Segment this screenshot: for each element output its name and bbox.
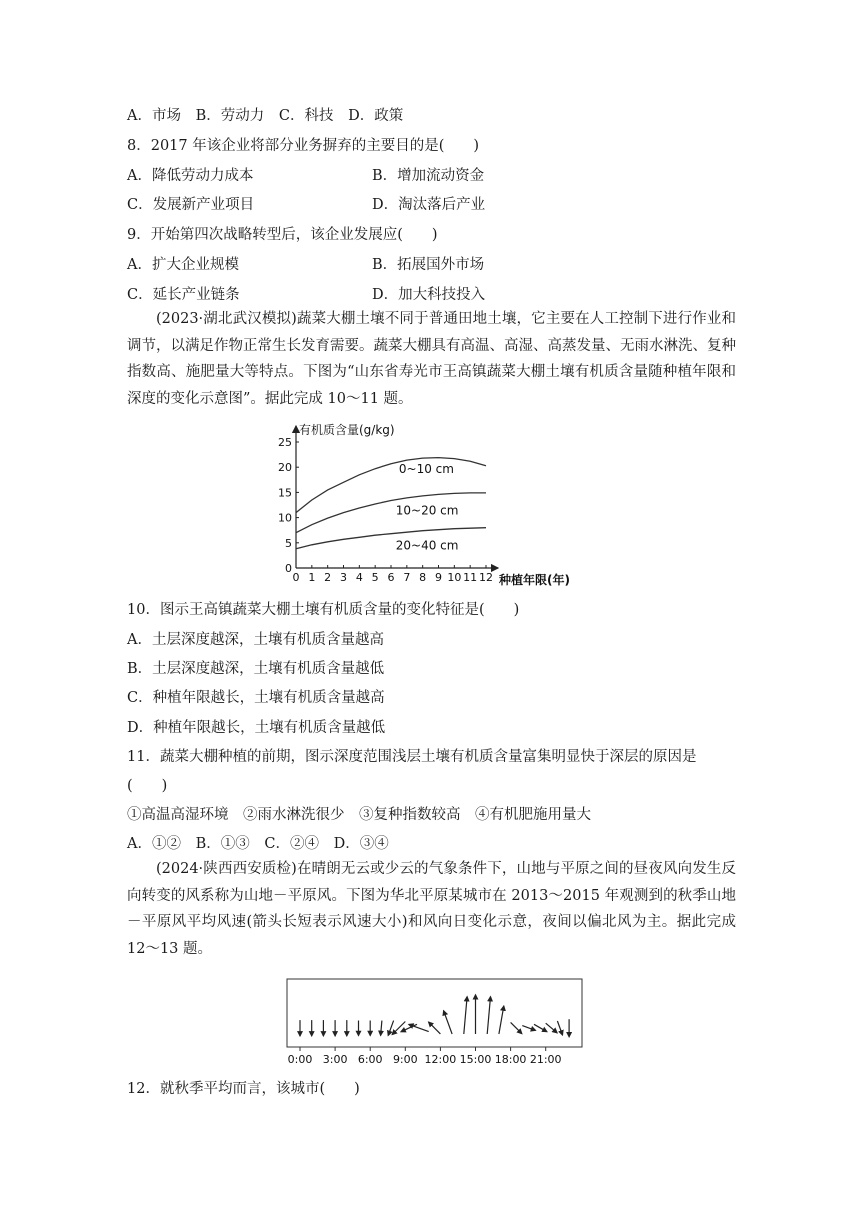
q8-option-a: A．降低劳动力成本 xyxy=(127,168,254,184)
q10-option-b: B．土层深度越深，土壤有机质含量越低 xyxy=(127,661,385,677)
q11-stem: 11．蔬菜大棚种植的前期，图示深度范围浅层土壤有机质含量富集明显快于深层的原因是 xyxy=(127,749,697,765)
q8-option-d: D．淘汰落后产业 xyxy=(372,197,486,213)
y-tick-label: 0 xyxy=(285,562,292,575)
q11-items: ①高温高湿环境 ②雨水淋洗很少 ③复种指数较高 ④有机肥施用量大 xyxy=(127,807,591,823)
q9-option-a: A．扩大企业规模 xyxy=(127,257,239,273)
x-tick-label: 8 xyxy=(419,571,427,584)
q9-option-c: C．延长产业链条 xyxy=(127,287,240,303)
q9-option-b: B．拓展国外市场 xyxy=(372,257,485,273)
q8-option-b: B．增加流动资金 xyxy=(372,168,485,184)
q7-option-c: C．科技 xyxy=(278,108,334,124)
x-tick-label: 11 xyxy=(463,571,478,584)
q12-stem: 12．就秋季平均而言，该城市( ) xyxy=(127,1081,360,1097)
passage-wind: (2024·陕西西安质检)在晴朗无云或少云的气象条件下，山地与平原之间的昼夜风向发生反向转变的风系称为山地－平原风。下图为华北平原某城市在 2013～2015 年观测到的秋季山地－平原风平均风速(箭头长短表示风速大小)和风向日变化示意，夜间以偏北风为主。据此完成 12～13 题。 xyxy=(127,861,736,957)
x-tick-label: 1 xyxy=(308,571,316,584)
y-tick-label: 10 xyxy=(278,511,292,525)
y-axis-label: 有机质含量(g/kg) xyxy=(299,423,395,437)
q7-option-a: A．市场 xyxy=(127,108,181,124)
time-tick-label: 15:00 xyxy=(459,1053,492,1066)
q11-option-c: C．②④ xyxy=(264,836,319,852)
x-tick-label: 3 xyxy=(340,571,347,584)
time-tick-label: 18:00 xyxy=(494,1053,527,1066)
y-tick-label: 25 xyxy=(278,436,292,449)
chart-frame xyxy=(287,979,582,1047)
series-label: 20~40 cm xyxy=(395,538,459,553)
q11-stem-paren: ( ) xyxy=(127,778,168,794)
q7-options xyxy=(127,104,413,125)
x-tick-label: 5 xyxy=(371,571,379,584)
y-tick-label: 5 xyxy=(285,536,292,550)
q8-option-c: C．发展新产业项目 xyxy=(127,197,255,213)
q7-option-d: D．政策 xyxy=(348,108,404,124)
passage-soil: (2023·湖北武汉模拟)蔬菜大棚土壤不同于普通田地土壤，它主要在人工控制下进行作业和调节，以满足作物正常生长发育需要。蔬菜大棚具有高温、高湿、高蒸发量、无雨水淋洗、复种指数高、施肥量大等特点。下图为“山东省寿光市王高镇蔬菜大棚土壤有机质含量随种植年限和深度的变化示意图”。据此完成 10～11 题。 xyxy=(127,311,736,407)
time-tick-label: 12:00 xyxy=(424,1053,457,1066)
x-tick-label: 4 xyxy=(355,571,363,584)
q11-option-a: A．①② xyxy=(127,836,181,852)
x-tick-label: 7 xyxy=(403,571,411,584)
x-axis-label: 种植年限(年) xyxy=(499,573,570,587)
y-tick-label: 20 xyxy=(278,461,292,475)
x-tick-label: 6 xyxy=(387,571,395,584)
q10-stem: 10．图示王高镇蔬菜大棚土壤有机质含量的变化特征是( ) xyxy=(127,602,520,618)
time-tick-label: 0:00 xyxy=(287,1053,313,1066)
time-tick-label: 9:00 xyxy=(392,1053,418,1066)
q11-option-d: D．③④ xyxy=(333,836,389,852)
q10-option-c: C．种植年限越长，土壤有机质含量越高 xyxy=(127,690,385,706)
y-tick-label: 15 xyxy=(278,486,292,500)
q10-option-d: D．种植年限越长，土壤有机质含量越低 xyxy=(127,720,386,736)
q11-option-b: B．①③ xyxy=(195,836,250,852)
x-tick-label: 9 xyxy=(435,571,442,584)
q9-stem: 9．开始第四次战略转型后，该企业发展应( ) xyxy=(127,227,438,243)
q11-options xyxy=(127,832,399,853)
x-tick-label: 12 xyxy=(479,571,493,584)
q9-option-d: D．加大科技投入 xyxy=(372,287,486,303)
x-tick-label: 0 xyxy=(292,571,300,584)
time-tick-label: 6:00 xyxy=(357,1053,383,1066)
q7-option-b: B．劳动力 xyxy=(195,108,265,124)
q8-stem: 8．2017 年该企业将部分业务摒弃的主要目的是( ) xyxy=(127,138,480,154)
wind-direction-chart xyxy=(272,975,592,1070)
q10-option-a: A．土层深度越深，土壤有机质含量越高 xyxy=(127,632,384,648)
x-tick-label: 10 xyxy=(447,571,462,584)
organic-matter-chart xyxy=(270,420,600,590)
x-tick-label: 2 xyxy=(324,571,332,584)
time-tick-label: 3:00 xyxy=(322,1053,348,1066)
series-label: 10~20 cm xyxy=(395,503,459,518)
series-label: 0~10 cm xyxy=(398,462,454,477)
time-tick-label: 21:00 xyxy=(529,1053,562,1066)
